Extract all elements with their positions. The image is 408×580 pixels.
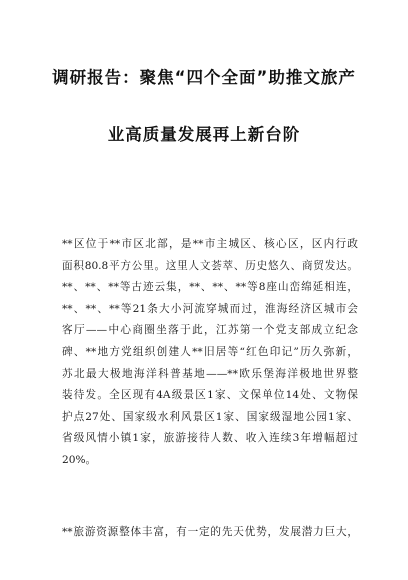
- paragraph-1-line: 省级风情小镇1家，旅游接待人数、收入连续3年增幅超过: [62, 432, 358, 445]
- paragraph-1-line: **、**、**等21条大小河流穿城而过，淮海经济区城市会: [62, 302, 358, 315]
- paragraph-1: [62, 234, 358, 472]
- paragraph-1-line: 护点27处、国家级水利风景区1家、国家级湿地公园1家、: [62, 410, 358, 423]
- paragraph-1-line: 碑、**地方党组织创建人**旧居等“红色印记”历久弥新，: [62, 345, 358, 358]
- paragraph-1-line: 装待发。全区现有4A级景区1家、文保单位14处、文物保: [62, 389, 358, 402]
- paragraph-2-line: **旅游资源整体丰富，有一定的先天优势，发展潜力巨大，: [62, 526, 358, 538]
- paragraph-1-line: **区位于**市区北部，是**市主城区、核心区，区内行政: [62, 238, 358, 250]
- paragraph-1-line: 客厅——中心商圈坐落于此，江苏第一个党支部成立纪念: [62, 324, 358, 337]
- paragraph-1-line: **、**、**等古迹云集，**、**、**等8座山峦绵延相连，: [62, 281, 358, 294]
- document-title-line-2: 业高质量发展再上新台阶: [107, 125, 301, 144]
- document-title-line-1: 调研报告：聚焦“四个全面”助推文旅产: [52, 68, 356, 87]
- paragraph-1-line: 20%。: [62, 453, 97, 466]
- paragraph-1-line: 苏北最大极地海洋科普基地——**欧乐堡海洋极地世界整: [62, 367, 358, 380]
- paragraph-1-line: 面积80.8平方公里。这里人文荟萃、历史悠久、商贸发达。: [62, 259, 358, 272]
- paragraph-2: [62, 522, 358, 544]
